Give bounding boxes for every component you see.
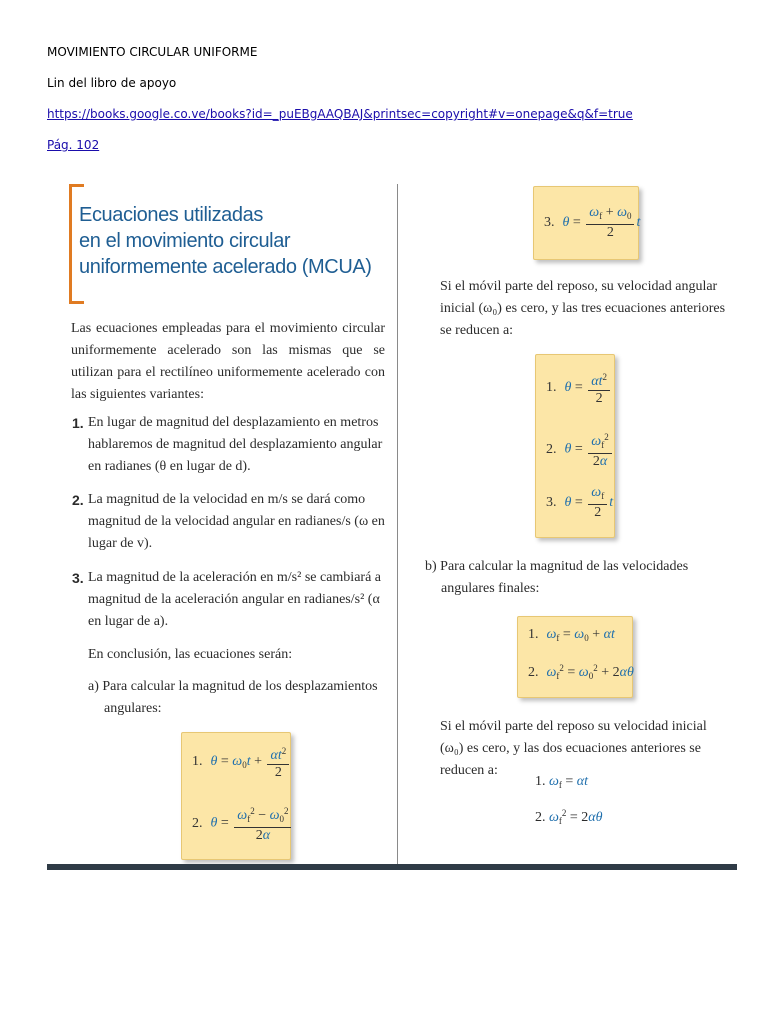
section-title [79, 202, 394, 280]
variant-item-3 [72, 567, 386, 633]
equation-box-reduced [535, 354, 615, 538]
document-subheading: Lin del libro de apoyo [47, 76, 177, 90]
column-divider [397, 184, 398, 864]
page-link[interactable]: Pág. 102 [47, 138, 100, 152]
variant-number-2: 2. [72, 492, 84, 508]
equation-a3: 3. θ = $\frac{\omega_f + \omega_0}{2}$ t [544, 205, 641, 240]
section-b-heading: b) Para calcular la magnitud de las velocidades angulares finales: [425, 559, 689, 596]
title-line-3: uniformemente acelerado (MCUA) [79, 256, 372, 278]
equation-reduced-3: 3. θ = $\frac{\omega_f}{2}$ t [546, 485, 614, 520]
equation-a2: 2. θ = $\frac{\omega_f^2 - \omega_0^2}{2\alpha}$ [192, 803, 293, 844]
book-link[interactable]: https://books.google.co.ve/books?id=_puEBgAAQBAJ&printsec=copyright#v=onepage&q&f=true [47, 107, 633, 121]
equation-box-a3 [533, 186, 639, 260]
equation-b1: 1. $\omega_f = \omega_0 + \alpha t$ [528, 627, 615, 643]
variant-number-3: 3. [72, 570, 84, 586]
rest-note-2: Si el móvil parte del reposo su velocidad inicial (ω₀) es cero, y las dos ecuaciones anteriores se reducen a: [440, 719, 707, 778]
equation-final-2: 2. $\omega_f^2 = 2\alpha\theta$ [535, 808, 603, 826]
equation-reduced-1: 1. θ = $\frac{\alpha t^2}{2}$ [546, 369, 612, 407]
variant-item-1 [72, 412, 386, 478]
title-line-1: Ecuaciones utilizadas [79, 204, 263, 226]
section-a-heading: a) Para calcular la magnitud de los desplazamientos angulares: [88, 679, 378, 716]
equation-final-1: 1. $\omega_f = \alpha t$ [535, 774, 589, 790]
equation-reduced-2: 2. θ = $\frac{\omega_f^2}{2\alpha}$ [546, 429, 614, 470]
equation-box-a [181, 732, 291, 860]
variant-text-2: La magnitud de la velocidad en m/s se dará como magnitud de la velocidad angular en radianes/s (ω en lugar de v). [88, 492, 385, 551]
variant-text-1: En lugar de magnitud del desplazamiento en metros hablaremos de magnitud del desplazamiento angular en radianes (θ en lugar de d). [88, 415, 383, 474]
equation-box-b [517, 616, 633, 698]
document-heading: MOVIMIENTO CIRCULAR UNIFORME [47, 45, 258, 59]
equation-a1: 1. $\theta = \omega_0t$ + $\frac{\alpha t^2}{2}$ [192, 743, 291, 781]
equation-b2: 2. $\omega_f^2 = \omega_0^2 + 2\alpha\theta$ [528, 663, 634, 681]
page-bottom-bar [47, 864, 737, 870]
variant-number-1: 1. [72, 415, 84, 431]
variant-text-3: La magnitud de la aceleración en m/s² se cambiará a magnitud de la aceleración angular en radianes/s² (α en lugar de a). [88, 570, 382, 629]
intro-paragraph: Las ecuaciones empleadas para el movimiento circular uniformemente acelerado son las mismas que se utilizan para el rectilíneo uniformemente acelerado con las siguientes variantes: [71, 321, 385, 402]
rest-note-1: Si el móvil parte del reposo, su velocidad angular inicial (ω₀) es cero, y las tres ecuaciones anteriores se reducen a: [440, 279, 726, 338]
title-line-2: en el movimiento circular [79, 230, 291, 252]
book-page-image [47, 178, 737, 870]
variant-item-2 [72, 489, 386, 555]
conclusion-text: En conclusión, las ecuaciones serán: [88, 647, 293, 662]
